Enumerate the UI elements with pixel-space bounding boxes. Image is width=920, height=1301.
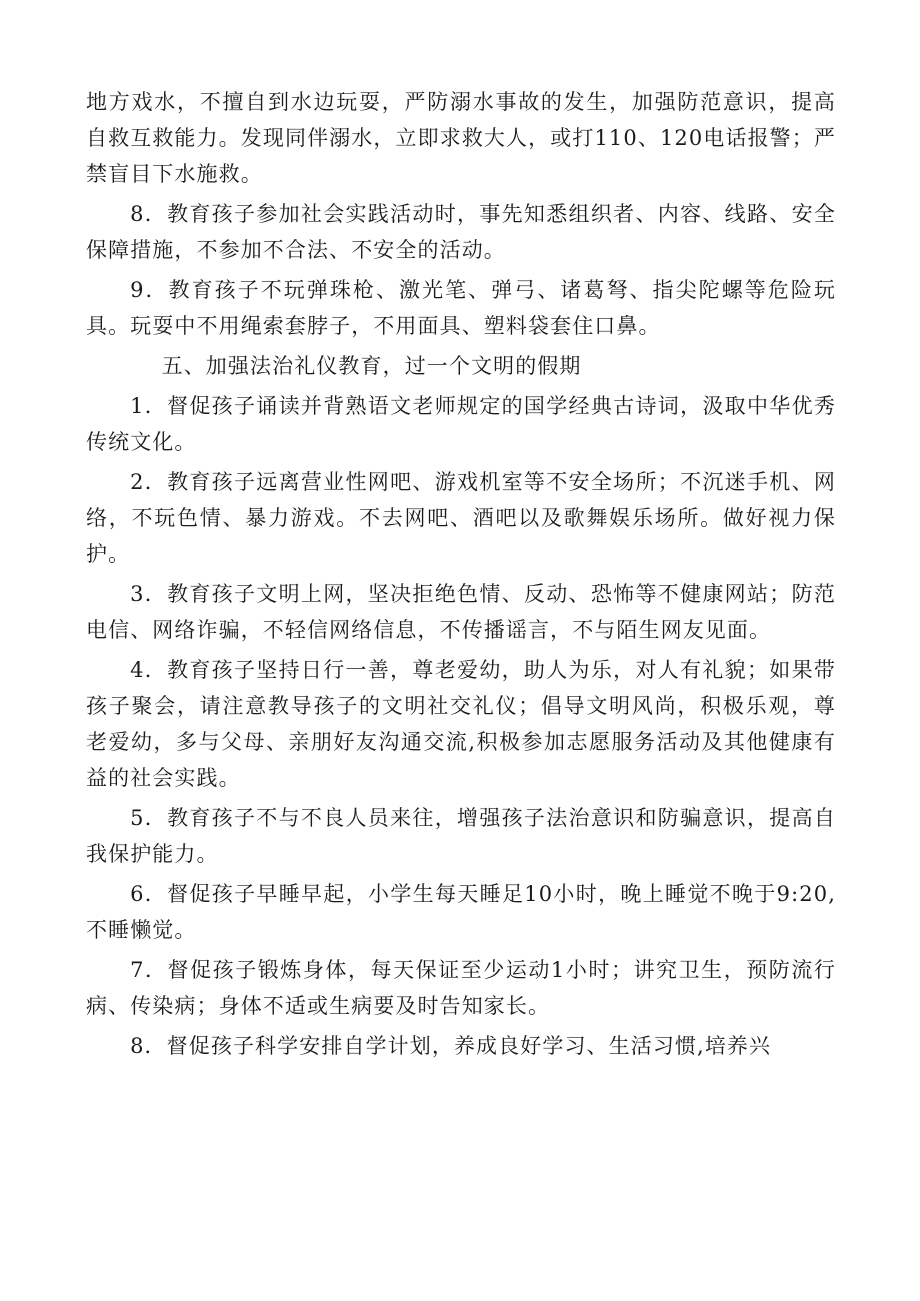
section-heading-five: 五、加强法治礼仪教育，过一个文明的假期: [161, 354, 582, 378]
list-item-1-classics: 1．督促孩子诵读并背熟语文老师规定的国学经典古诗词，汲取中华优秀传统文化。: [86, 394, 836, 454]
list-item-3-civilized-internet: 3．教育孩子文明上网，坚决拒绝色情、反动、恐怖等不健康网站；防范电信、网络诈骗，不轻信网络信息，不传播谣言，不与陌生网友见面。: [86, 582, 836, 642]
list-item-5-self-protection: 5．教育孩子不与不良人员来往，增强孩子法治意识和防骗意识，提高自我保护能力。: [86, 806, 836, 866]
list-item-2-unsafe-places: 2．教育孩子远离营业性网吧、游戏机室等不安全场所；不沉迷手机、网络，不玩色情、暴力游戏。不去网吧、酒吧以及歌舞娱乐场所。做好视力保护。: [86, 470, 836, 566]
list-item-6-sleep: 6．督促孩子早睡早起，小学生每天睡足10小时，晚上睡觉不晚于9:20,不睡懒觉。: [86, 882, 836, 942]
list-item-4-good-deeds: 4．教育孩子坚持日行一善，尊老爱幼，助人为乐，对人有礼貌；如果带孩子聚会，请注意教导孩子的文明社交礼仪；倡导文明风尚，积极乐观，尊老爱幼，多与父母、亲朋好友沟通交流,积极参加志愿服务活动及其他健康有益的社会实践。: [86, 658, 836, 790]
paragraph-continuation: 地方戏水，不擅自到水边玩耍，严防溺水事故的发生，加强防范意识，提高自救互救能力。发现同伴溺水，立即求救大人，或打110、120电话报警；严禁盲目下水施救。: [86, 90, 836, 186]
document-page: [86, 84, 836, 1064]
list-item-9-dangerous-toys: 9．教育孩子不玩弹珠枪、激光笔、弹弓、诸葛弩、指尖陀螺等危险玩具。玩耍中不用绳索套脖子，不用面具、塑料袋套住口鼻。: [86, 278, 836, 338]
list-item-7-exercise: 7．督促孩子锻炼身体，每天保证至少运动1小时；讲究卫生，预防流行病、传染病；身体不适或生病要及时告知家长。: [86, 958, 836, 1018]
list-item-8-study-plan: 8．督促孩子科学安排自学计划，养成良好学习、生活习惯,培养兴: [130, 1034, 772, 1058]
list-item-8-social-practice: 8．教育孩子参加社会实践活动时，事先知悉组织者、内容、线路、安全保障措施，不参加不合法、不安全的活动。: [86, 202, 836, 262]
